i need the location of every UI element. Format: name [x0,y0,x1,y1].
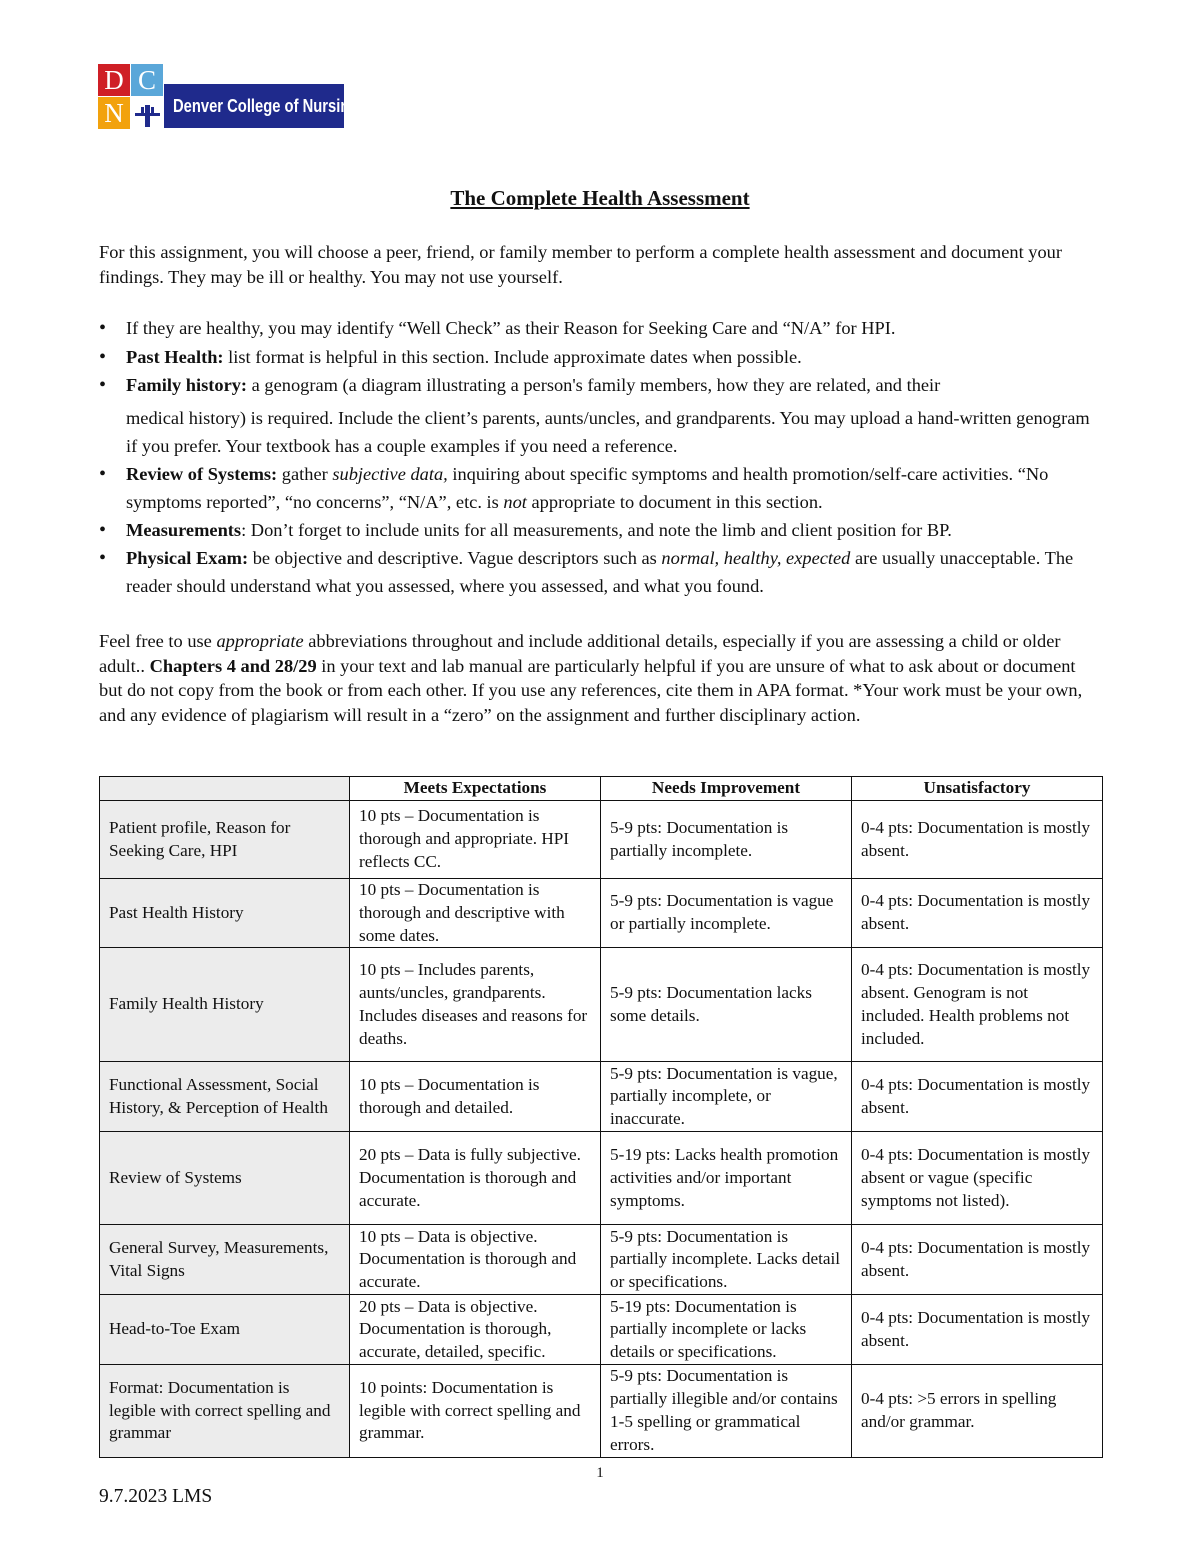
table-row [100,1225,1103,1295]
list-item [99,343,1099,372]
bullet-label: Measurements [126,519,242,540]
needs-cell: 5-9 pts: Documentation lacks some details. [601,948,852,1062]
header-cell-criterion [100,777,350,801]
chapters-reference: Chapters 4 and 28/29 [149,655,317,676]
table-row [100,1132,1103,1225]
unsat-cell: 0-4 pts: Documentation is mostly absent. [852,1062,1103,1132]
logo-figure-icon [131,97,164,128]
list-item [99,314,1099,343]
unsat-cell: 0-4 pts: Documentation is mostly absent or vague (specific symptoms not listed). [852,1132,1103,1225]
page-title: The Complete Health Assessment [450,186,750,210]
logo-tile-n: N [98,97,130,129]
bullet-text: gather [277,463,333,484]
footer-date: 9.7.2023 LMS [99,1486,213,1507]
emphasis: not [503,491,527,512]
bullet-text: be objective and descriptive. Vague descriptors such as [248,547,662,568]
guidance-paragraph [99,629,1099,727]
needs-cell: 5-9 pts: Documentation is partially incomplete. Lacks detail or specifications. [601,1225,852,1295]
header-unsatisfactory: Unsatisfactory [852,777,1103,801]
unsat-cell: 0-4 pts: >5 errors in spelling and/or grammar. [852,1365,1103,1457]
criterion-cell: General Survey, Measurements, Vital Signs [100,1225,350,1295]
list-item [99,460,1099,516]
criterion-cell: Patient profile, Reason for Seeking Care, HPI [100,801,350,879]
meets-cell: 10 pts – Documentation is thorough and detailed. [350,1062,601,1132]
bullet-text: are usually unacceptable. The reader should understand what you assessed, where you assessed, and what you found. [126,547,1074,596]
table-row [100,1365,1103,1457]
college-logo [98,64,359,128]
emphasis: appropriate [216,631,304,651]
instructions-list [99,314,1099,600]
criterion-cell: Past Health History [100,879,350,948]
emphasis: normal, healthy, expected [661,547,851,568]
list-item [99,516,1099,544]
meets-cell: 10 pts – Data is objective. Documentation is thorough and accurate. [350,1225,601,1295]
table-row [100,948,1103,1062]
paragraph-text: Feel free to use [99,631,217,651]
criterion-cell: Review of Systems [100,1132,350,1225]
header-needs-improvement: Needs Improvement [601,777,852,801]
bullet-text: list format is helpful in this section. Include approximate dates when possible. [223,346,802,367]
logo-name: Denver College of Nursing [173,96,359,116]
meets-cell: 10 pts – Documentation is thorough and descriptive with some dates. [350,879,601,948]
needs-cell: 5-9 pts: Documentation is partially illegible and/or contains 1-5 spelling or grammatical errors. [601,1365,852,1457]
bullet-label: Physical Exam: [126,547,249,568]
logo-tile-c: C [131,64,163,96]
header-meets-expectations: Meets Expectations [350,777,601,801]
unsat-cell: 0-4 pts: Documentation is mostly absent. [852,1295,1103,1365]
bullet-label: Family history: [126,375,248,395]
bullet-text: a genogram (a diagram illustrating a person's family members, how they are related, and their [247,375,941,395]
needs-cell: 5-9 pts: Documentation is vague, partially incomplete, or inaccurate. [601,1062,852,1132]
table-row [100,1295,1103,1365]
list-item [99,544,1099,600]
intro-paragraph: For this assignment, you will choose a peer, friend, or family member to perform a complete health assessment and document your findings. They may be ill or healthy. You may not use yourself. [99,242,1062,287]
bullet-text: If they are healthy, you may identify “Well Check” as their Reason for Seeking Care and “N/A” for HPI. [126,318,896,338]
bullet-text: appropriate to document in this section. [526,491,823,512]
criterion-cell: Family Health History [100,948,350,1062]
paragraph-text: abbreviations throughout and include additional details, especially if you are assessing a child or older adult.. [99,631,1061,676]
list-item [99,371,1099,460]
paragraph-text: in your text and lab manual are particularly helpful if you are unsure of what to ask about or document but do not copy from the book or from each other. If you use any references, cite them in APA format. *Your work must be your own, and any evidence of plagiarism will result in a “zero” on the assignment and further disciplinary action. [99,655,1083,725]
needs-cell: 5-19 pts: Lacks health promotion activities and/or important symptoms. [601,1132,852,1225]
bullet-text: : Don’t forget to include units for all measurements, and note the limb and client position for BP. [241,519,952,540]
unsat-cell: 0-4 pts: Documentation is mostly absent. [852,1225,1103,1295]
criterion-cell: Head-to-Toe Exam [100,1295,350,1365]
bullet-label: Review of Systems: [126,463,278,484]
needs-cell: 5-9 pts: Documentation is partially incomplete. [601,801,852,879]
meets-cell: 10 pts – Documentation is thorough and appropriate. HPI reflects CC. [350,801,601,879]
table-row [100,879,1103,948]
meets-cell: 10 pts – Includes parents, aunts/uncles, grandparents. Includes diseases and reasons for deaths. [350,948,601,1062]
page-number: 1 [596,1465,604,1481]
unsat-cell: 0-4 pts: Documentation is mostly absent. Genogram is not included. Health problems not included. [852,948,1103,1062]
criterion-cell: Functional Assessment, Social History, & Perception of Health [100,1062,350,1132]
meets-cell: 10 points: Documentation is legible with correct spelling and grammar. [350,1365,601,1457]
unsat-cell: 0-4 pts: Documentation is mostly absent. [852,879,1103,948]
meets-cell: 20 pts – Data is fully subjective. Documentation is thorough and accurate. [350,1132,601,1225]
needs-cell: 5-19 pts: Documentation is partially incomplete or lacks details or specifications. [601,1295,852,1365]
table-row [100,1062,1103,1132]
unsat-cell: 0-4 pts: Documentation is mostly absent. [852,801,1103,879]
emphasis: subjective data, [332,463,448,484]
logo-tile-d: D [98,64,130,96]
bullet-continuation: medical history) is required. Include the client’s parents, aunts/uncles, and grandparents. You may upload a hand-written genogram if you prefer. Your textbook has a couple examples if you need a reference. [126,407,1090,456]
bullet-label: Past Health: [126,346,224,367]
table-row [100,801,1103,879]
bullet-text: inquiring about specific symptoms and health promotion/self-care activities. “No symptoms reported”, “no concerns”, “N/A”, etc. is [126,463,1049,512]
meets-cell: 20 pts – Data is objective. Documentation is thorough, accurate, detailed, specific. [350,1295,601,1365]
needs-cell: 5-9 pts: Documentation is vague or partially incomplete. [601,879,852,948]
table-header-row [100,777,1103,801]
criterion-cell: Format: Documentation is legible with correct spelling and grammar [100,1365,350,1457]
grading-rubric-table [99,776,1103,1458]
